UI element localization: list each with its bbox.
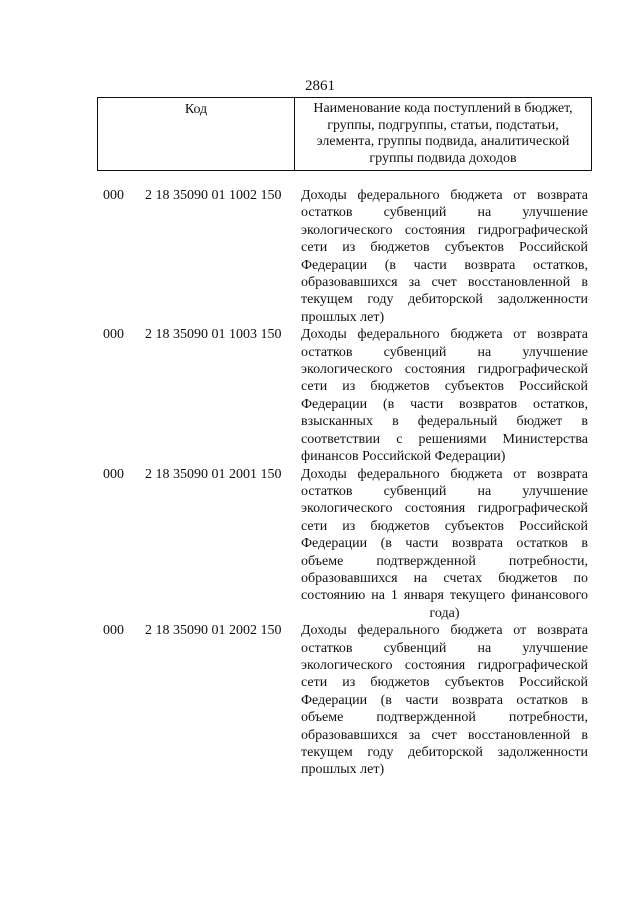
description-line: состоянию на 1 января текущего финансового xyxy=(301,588,588,604)
list-item xyxy=(0,622,640,779)
description-line: образовавшихся за счет восстановленной в xyxy=(301,275,588,291)
list-item xyxy=(0,187,640,326)
revenue-code: 2 18 35090 01 1002 150 xyxy=(145,188,282,203)
description-line: Федерации (в части возврата остатков в xyxy=(301,536,588,552)
description-line: сети из бюджетов субъектов Российской xyxy=(301,675,588,691)
description-line: объеме подтвержденной потребности, xyxy=(301,553,588,569)
description-line: остатков субвенций на улучшение xyxy=(301,344,588,360)
description-line: остатков субвенций на улучшение xyxy=(301,640,588,656)
admin-code: 000 xyxy=(103,327,124,343)
header-name-cell xyxy=(295,98,591,170)
description-line: текущем году дебиторской задолженности xyxy=(301,292,588,308)
revenue-description xyxy=(301,466,588,623)
description-line: прошлых лет) xyxy=(301,762,385,778)
table-header xyxy=(97,97,592,171)
admin-code: 000 xyxy=(103,466,124,482)
description-line: Доходы федерального бюджета от возврата xyxy=(301,188,588,203)
revenue-code: 2 18 35090 01 1003 150 xyxy=(145,327,282,343)
description-line: экологического состояния гидрографической xyxy=(301,501,588,517)
revenue-code: 2 18 35090 01 2001 150 xyxy=(145,466,282,482)
revenue-description xyxy=(301,187,588,326)
description-line: текущем году дебиторской задолженности xyxy=(301,745,588,760)
description-line: экологического состояния гидрографической xyxy=(301,657,588,673)
description-line: прошлых лет) xyxy=(301,309,385,325)
list-item xyxy=(0,326,640,465)
description-line: Доходы федерального бюджета от возврата xyxy=(301,327,588,343)
list-item xyxy=(0,466,640,623)
description-line: образовавшихся на счетах бюджетов по xyxy=(301,570,588,586)
description-line: финансов Российской Федерации) xyxy=(301,449,506,465)
description-line: сети из бюджетов субъектов Российской xyxy=(301,518,588,534)
description-line: взысканных в федеральный бюджет в xyxy=(301,414,588,430)
header-name-line: элемента, группы подвида, аналитической xyxy=(316,134,570,149)
page-number: 2861 xyxy=(305,78,335,94)
revenue-code: 2 18 35090 01 2002 150 xyxy=(145,623,282,639)
description-line: Доходы федерального бюджета от возврата xyxy=(301,466,588,482)
description-line: остатков субвенций на улучшение xyxy=(301,205,588,221)
header-name-line: группы подвида доходов xyxy=(369,150,517,166)
description-line: сети из бюджетов субъектов Российской xyxy=(301,240,588,256)
description-line: Доходы федерального бюджета от возврата xyxy=(301,623,588,639)
revenue-description xyxy=(301,622,588,779)
description-line: остатков субвенций на улучшение xyxy=(301,483,588,499)
description-line: Федерации (в части возврата остатков, xyxy=(301,257,588,273)
description-line: года) xyxy=(429,605,460,621)
revenue-description xyxy=(301,326,588,465)
admin-code: 000 xyxy=(103,188,124,203)
header-code-cell: Код xyxy=(98,98,295,170)
header-name-line: группы, подгруппы, статьи, подстатьи, xyxy=(327,117,559,133)
header-name-line: Наименование кода поступлений в бюджет, xyxy=(313,101,573,116)
description-line: Федерации (в части возвратов остатков, xyxy=(301,396,588,412)
description-line: образовавшихся за счет восстановленной в xyxy=(301,727,588,743)
description-line: экологического состояния гидрографической xyxy=(301,222,588,238)
description-line: сети из бюджетов субъектов Российской xyxy=(301,379,588,395)
description-line: объеме подтвержденной потребности, xyxy=(301,710,588,726)
description-line: соответствии с решениями Министерства xyxy=(301,431,588,447)
description-line: Федерации (в части возврата остатков в xyxy=(301,692,588,708)
admin-code: 000 xyxy=(103,623,124,639)
entries-list xyxy=(0,187,640,779)
description-line: экологического состояния гидрографической xyxy=(301,362,588,378)
